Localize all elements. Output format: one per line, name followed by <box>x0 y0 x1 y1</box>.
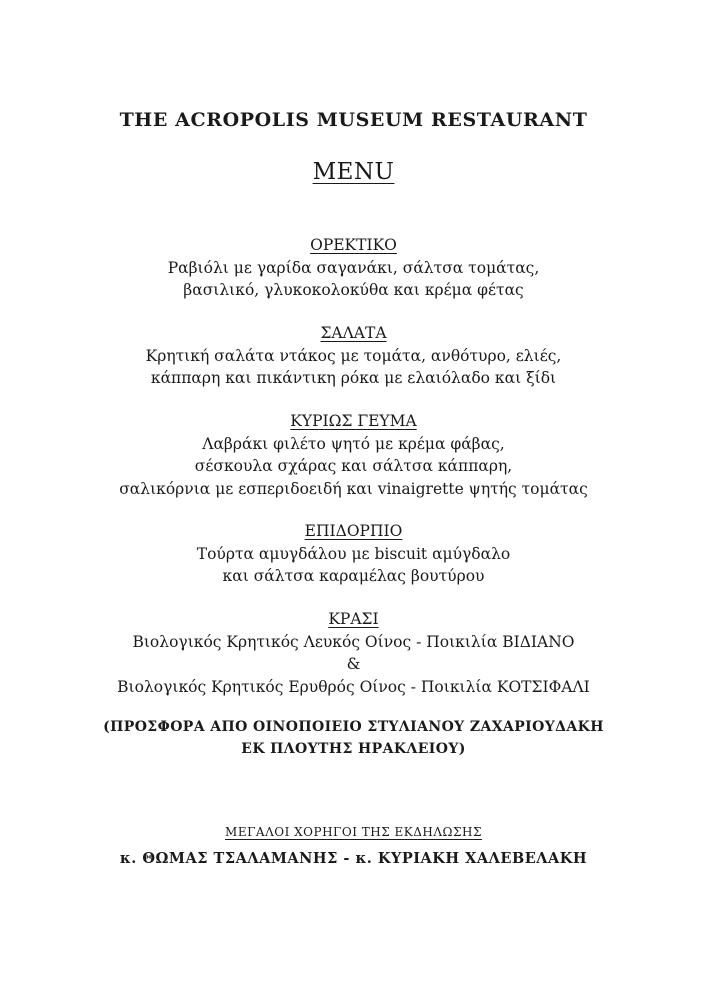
dish-line: και σάλτσα καραμέλας βουτύρου <box>222 567 485 585</box>
section-heading <box>0 322 707 345</box>
dish-line: Κρητική σαλάτα ντάκος με τομάτα, ανθότυρο, ελιές, <box>145 346 562 365</box>
sponsors-heading-label: ΜΕΓΑΛΟΙ ΧΟΡΗΓΟΙ ΤΗΣ ΕΚΔΗΛΩΣΗΣ <box>225 825 482 839</box>
restaurant-title: THE ACROPOLIS MUSEUM RESTAURANT <box>119 109 588 131</box>
section-heading-label: ΟΡΕΚΤΙΚΟ <box>310 236 397 254</box>
offer-line: ΕΚ ΠΛΟΥΤΗΣ ΗΡΑΚΛΕΙΟΥ) <box>241 741 466 757</box>
dish-line: σέσκουλα σχάρας και σάλτσα κάππαρη, <box>194 457 513 475</box>
section-heading-label: ΕΠΙΔΟΡΠΙΟ <box>304 522 403 540</box>
section-appetizer <box>0 234 707 302</box>
section-heading-label: ΚΡΑΣΙ <box>328 610 379 628</box>
section-heading <box>0 234 707 257</box>
wine-line: Βιολογικός Κρητικός Ερυθρός Οίνος - Ποικιλία ΚΟΤΣΙΦΑΛΙ <box>117 677 590 696</box>
section-heading <box>0 520 707 543</box>
menu-heading-label: MENU <box>312 159 395 185</box>
dish-line: Τούρτα αμυγδάλου με biscuit αμύγδαλο <box>196 544 511 563</box>
section-heading <box>0 608 707 631</box>
sponsors-heading <box>0 823 707 841</box>
menu-heading <box>0 158 707 186</box>
dish-line: Ραβιόλι με γαρίδα σαγανάκι, σάλτσα τομάτας, <box>167 258 540 277</box>
dish-line: Λαβράκι φιλέτο ψητό με κρέμα φάβας, <box>202 434 505 453</box>
ampersand: & <box>346 655 361 673</box>
section-dessert <box>0 520 707 588</box>
dish-line: κάππαρη και πικάντικη ρόκα με ελαιόλαδο και ξίδι <box>150 369 557 387</box>
dish-line: βασιλικό, γλυκοκολοκύθα και κρέμα φέτας <box>183 281 524 299</box>
section-heading-label: ΣΑΛΑΤΑ <box>320 324 387 342</box>
section-main-course <box>0 410 707 500</box>
section-heading <box>0 410 707 433</box>
sponsors-names: κ. ΘΩΜΑΣ ΤΣΑΛΑΜΑΝΗΣ - κ. ΚΥΡΙΑΚΗ ΧΑΛΕΒΕΛΑΚΗ <box>119 850 588 867</box>
wine-line: Βιολογικός Κρητικός Λευκός Οίνος - Ποικιλία ΒΙΔΙΑΝΟ <box>132 632 575 651</box>
section-salad <box>0 322 707 390</box>
offer-line: (ΠΡΟΣΦΟΡΑ ΑΠΟ ΟΙΝΟΠΟΙΕΙΟ ΣΤΥΛΙΑΝΟΥ ΖΑΧΑΡΙΟΥΔΑΚΗ <box>103 719 604 735</box>
section-heading-label: ΚΥΡΙΩΣ ΓΕΥΜΑ <box>290 412 417 430</box>
section-wine <box>0 608 707 698</box>
dish-line: σαλικόρνια με εσπεριδοειδή και vinaigrette ψητής τομάτας <box>119 479 588 498</box>
winery-offer-note <box>0 716 707 760</box>
